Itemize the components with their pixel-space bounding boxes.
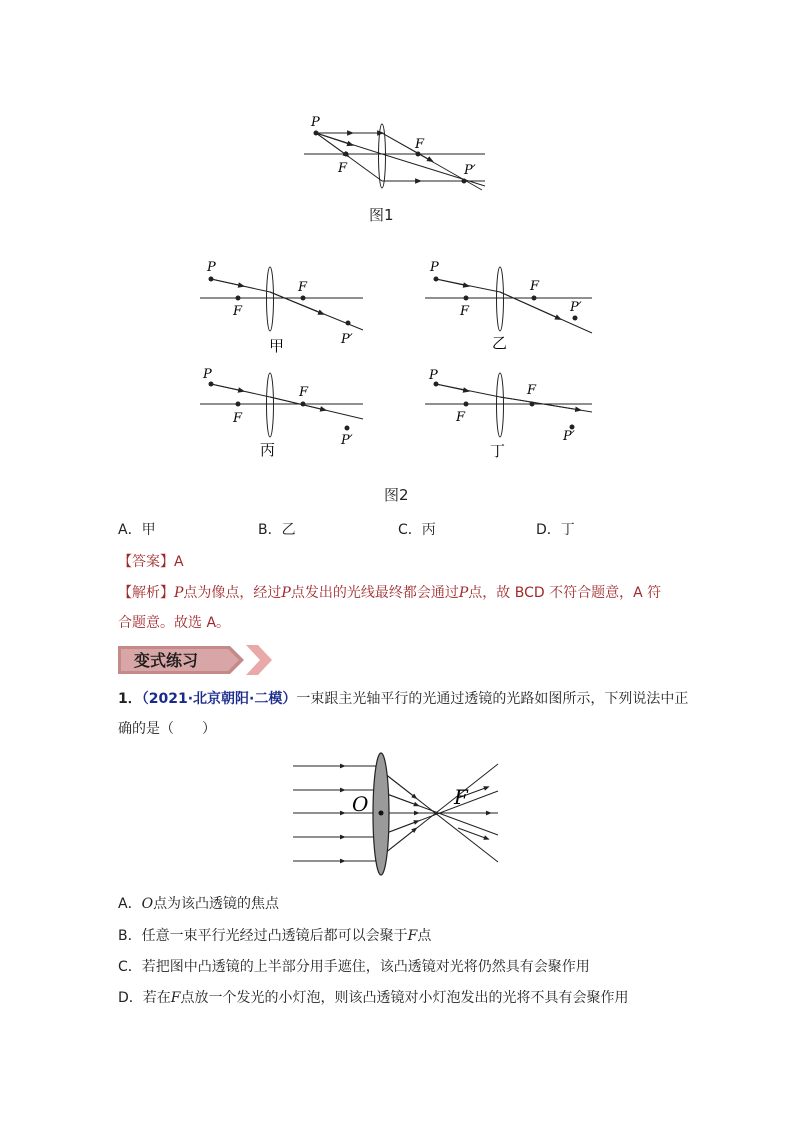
fig1-label-p-prime: P′: [464, 163, 476, 178]
q0-option-c: C．丙: [398, 522, 436, 538]
fig2-panel-jia: [195, 255, 370, 355]
analysis-text-1: 点为像点，经过: [183, 585, 282, 601]
jia-panel-name: 甲: [269, 337, 285, 355]
fig1-label-f-top: F: [415, 137, 425, 152]
jia-label-f-right: F: [298, 280, 308, 295]
yi-label-p: P: [430, 260, 439, 275]
analysis-line-2: 合题意。故选 A。: [118, 615, 231, 631]
fig2-caption: 图2: [384, 486, 409, 504]
bing-panel-name: 丙: [260, 441, 276, 459]
q0-option-d: D．丁: [536, 522, 575, 538]
jia-label-p: P: [207, 260, 216, 275]
fig2-panel-yi: [420, 255, 600, 355]
bing-label-f-right: F: [299, 385, 309, 400]
q1-stem-text-1: 一束跟主光轴平行的光通过透镜的光路如图所示，下列说法中正: [296, 691, 689, 707]
fig2-panel-ding: [420, 365, 600, 465]
ding-label-f-right: F: [527, 383, 537, 398]
fig2-panel-bing: [195, 365, 370, 465]
ding-label-p: P: [429, 368, 438, 383]
q1-option-a-text: 点为该凸透镜的焦点: [153, 896, 280, 912]
analysis-var-p3: P: [458, 585, 469, 601]
q1-figure: [290, 752, 510, 880]
yi-label-f-left: F: [460, 304, 470, 319]
q1-option-d: [118, 987, 629, 1007]
section-title: 变式练习: [134, 651, 199, 670]
answer-value: A: [174, 554, 184, 570]
q1-option-a: [118, 893, 279, 913]
bing-label-p-prime: P′: [341, 433, 353, 448]
bing-label-p: P: [203, 367, 212, 382]
jia-label-f-left: F: [233, 304, 243, 319]
analysis-var-p1: P: [174, 585, 184, 601]
answer-line: [118, 551, 184, 571]
q0-option-a: A．甲: [118, 522, 156, 538]
fig1-label-p: P: [311, 115, 320, 130]
fig1-caption: 图1: [369, 206, 394, 224]
q1-option-b-text: 点: [417, 928, 432, 944]
bing-label-f-left: F: [233, 411, 243, 426]
analysis-line-1: [118, 582, 661, 602]
q1-option-d-text: 点放一个发光的小灯泡，则该凸透镜对小灯泡发出的光将不具有会聚作用: [180, 990, 629, 1006]
figure-1: [290, 110, 500, 200]
analysis-text-3: 点，故 BCD 不符合题意，A 符: [468, 585, 662, 601]
q1-fig-label-f: F: [454, 785, 468, 809]
yi-label-f-right: F: [530, 279, 540, 294]
q1-option-c: C．若把图中凸透镜的上半部分用手遮住，该凸透镜对光将仍然具有会聚作用: [118, 959, 590, 975]
ding-label-f-left: F: [456, 410, 466, 425]
q1-option-b-prefix: B．任意一束平行光经过凸透镜后都可以会聚于: [118, 928, 408, 944]
ding-label-p-prime: P′: [563, 429, 575, 444]
analysis-tag: 【解析】: [118, 585, 174, 601]
answer-tag: 【答案】: [118, 554, 174, 570]
analysis-text-2: 点发出的光线最终都会通过: [290, 585, 459, 601]
section-banner: [118, 643, 273, 677]
q1-option-d-prefix: D．若在: [118, 990, 171, 1006]
q0-option-b: B．乙: [258, 522, 296, 538]
q1-fig-label-o: O: [352, 792, 369, 816]
q1-option-a-prefix: A．: [118, 896, 142, 912]
q1-option-b-var: F: [407, 928, 418, 944]
jia-label-p-prime: P′: [341, 332, 353, 347]
q1-option-a-var: O: [141, 896, 154, 912]
ding-panel-name: 丁: [490, 442, 506, 460]
q1-option-d-var: F: [170, 990, 181, 1006]
analysis-var-p2: P: [281, 585, 291, 601]
q1-option-b: [118, 925, 431, 945]
q1-stem-line-2: 确的是（ ）: [118, 721, 216, 737]
yi-label-p-prime: P′: [570, 300, 582, 315]
q1-stem-line-1: [118, 688, 688, 708]
q1-source: （2021·北京朝阳·二模）: [141, 691, 297, 707]
q1-number: 1．: [118, 691, 142, 707]
fig1-label-f-bottom: F: [338, 161, 348, 176]
yi-panel-name: 乙: [492, 334, 508, 352]
